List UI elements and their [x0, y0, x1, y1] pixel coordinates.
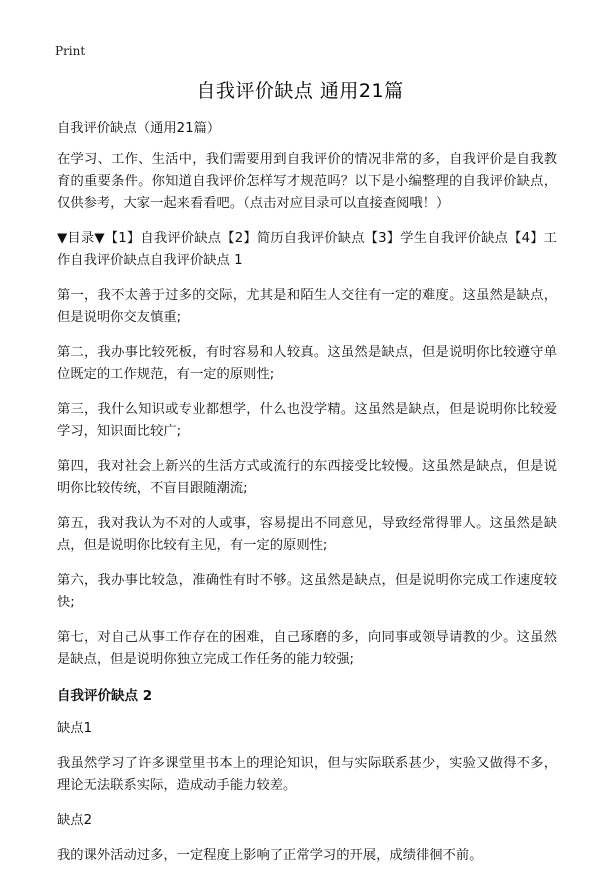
point-4: 第四，我对社会上新兴的生活方式或流行的东西接受比较慢。这虽然是缺点，但是说明你比较传统，不盲目跟随潮流;: [57, 459, 557, 496]
document-body: [57, 118, 557, 880]
shortcoming-1-label: 缺点1: [57, 721, 93, 736]
shortcoming-2-text: 我的课外活动过多，一定程度上影响了正常学习的开展，成绩徘徊不前。: [57, 848, 483, 863]
point-7: 第七，对自己从事工作存在的困难，自己琢磨的多，向同事或领导请教的少。这虽然是缺点，但是说明你独立完成工作任务的能力较强;: [57, 630, 557, 667]
print-label: Print: [55, 44, 86, 58]
point-6: 第六，我办事比较急，准确性有时不够。这虽然是缺点，但是说明你完成工作速度较快;: [57, 573, 557, 610]
document-title: 自我评价缺点 通用21篇: [196, 80, 404, 102]
point-5: 第五，我对我认为不对的人或事，容易提出不同意见，导致经常得罪人。这虽然是缺点，但是说明你比较有主见，有一定的原则性;: [57, 516, 557, 553]
shortcoming-2-label: 缺点2: [57, 813, 93, 828]
shortcoming-1-text: 我虽然学习了许多课堂里书本上的理论知识，但与实际联系甚少，实验又做得不多，理论无法联系实际，造成动手能力较差。: [57, 756, 557, 793]
document-subtitle: 自我评价缺点（通用21篇）: [57, 121, 221, 136]
point-2: 第二，我办事比较死板，有时容易和人较真。这虽然是缺点，但是说明你比较遵守单位既定的工作规范，有一定的原则性;: [57, 345, 557, 382]
point-3: 第三，我什么知识或专业都想学，什么也没学精。这虽然是缺点，但是说明你比较爱学习，知识面比较广;: [57, 402, 557, 439]
intro-paragraph: 在学习、工作、生活中，我们需要用到自我评价的情况非常的多，自我评价是自我教育的重要条件。你知道自我评价怎样写才规范吗？以下是小编整理的自我评价缺点，仅供参考，大家一起来看看吧。（点击对应目录可以直接查阅哦！）: [57, 152, 557, 211]
section-2-heading: 自我评价缺点 2: [57, 688, 153, 704]
point-1: 第一，我不太善于过多的交际，尤其是和陌生人交往有一定的难度。这虽然是缺点，但是说明你交友慎重;: [57, 288, 557, 325]
table-of-contents[interactable]: ▼目录▼【1】自我评价缺点【2】简历自我评价缺点【3】学生自我评价缺点【4】工作自我评价缺点自我评价缺点 1: [57, 231, 557, 268]
